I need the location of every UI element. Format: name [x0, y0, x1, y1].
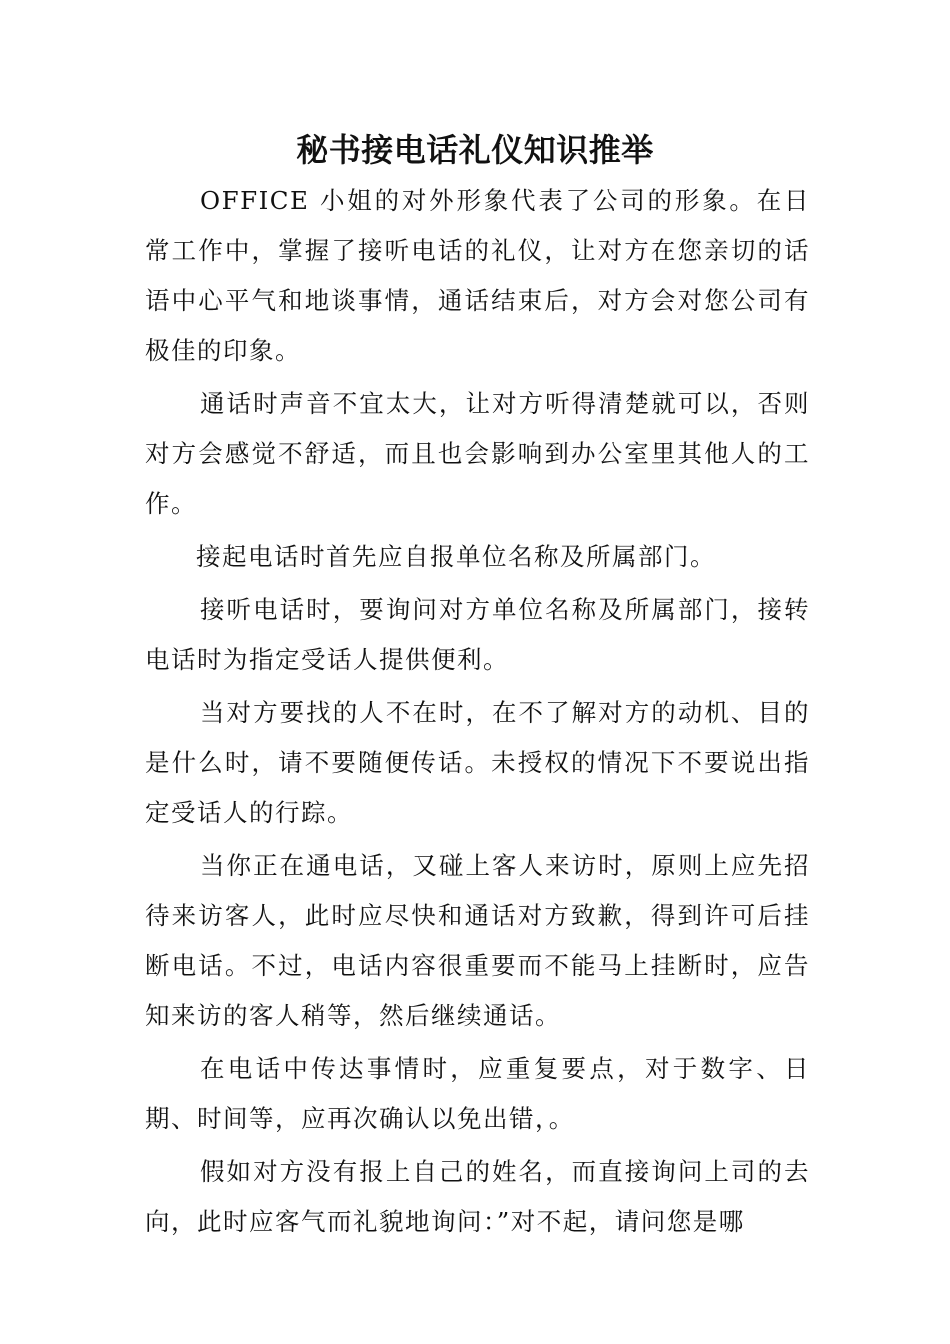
paragraph-ask-caller-unit: 接听电话时，要询问对方单位名称及所属部门，接转电话时为指定受话人提供便利。 — [145, 595, 810, 674]
paragraph-person-absent: 当对方要找的人不在时，在不了解对方的动机、目的是什么时，请不要随便传话。未授权的情况下不要说出指定受话人的行踪。 — [145, 698, 810, 827]
paragraph-voice-volume: 通话时声音不宜太大，让对方听得清楚就可以，否则对方会感觉不舒适，而且也会影响到办公室里其他人的工作。 — [145, 389, 810, 518]
document-body — [145, 176, 810, 1250]
paragraph-repeat-key-points: 在电话中传达事情时，应重复要点，对于数字、日期、时间等，应再次确认以免出错，。 — [145, 1054, 810, 1133]
paragraph-caller-no-name: 假如对方没有报上自己的姓名，而直接询问上司的去向，此时应客气而礼貌地询问：”对不起，请问您是哪 — [145, 1157, 810, 1236]
paragraph-intro: OFFICE 小姐的对外形象代表了公司的形象。在日常工作中，掌握了接听电话的礼仪，让对方在您亲切的话语中心平气和地谈事情，通话结束后，对方会对您公司有极佳的印象。 — [145, 186, 810, 365]
paragraph-visitor-arrives: 当你正在通电话，又碰上客人来访时，原则上应先招待来访客人，此时应尽快和通话对方致歉，得到许可后挂断电话。不过，电话内容很重要而不能马上挂断时，应告知来访的客人稍等，然后继续通话。 — [145, 851, 810, 1030]
document-title: 秘书接电话礼仪知识推举 — [296, 131, 654, 169]
paragraph-self-introduction: 接起电话时首先应自报单位名称及所属部门。 — [196, 542, 716, 571]
